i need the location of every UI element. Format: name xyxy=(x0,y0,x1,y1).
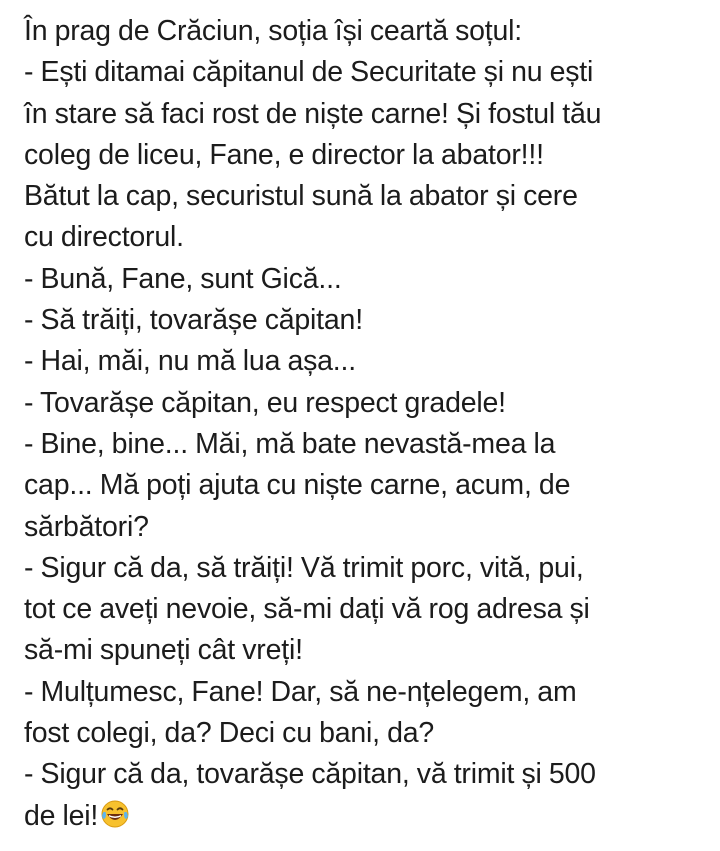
text-line: tot ce aveți nevoie, să-mi dați vă rog adresa și xyxy=(24,593,590,626)
text-line: de lei! xyxy=(24,799,99,832)
text-line: - Sigur că da, să trăiți! Vă trimit porc, vită, pui, xyxy=(24,551,584,584)
text-line: sărbători? xyxy=(24,510,149,543)
text-line: - Sigur că da, tovarășe căpitan, vă trimit și 500 xyxy=(24,758,596,791)
text-line: Bătut la cap, securistul sună la abator și cere xyxy=(24,180,578,213)
last-line xyxy=(24,796,710,841)
text-line: coleg de liceu, Fane, e director la abator!!! xyxy=(24,138,544,171)
text-line: - Să trăiți, tovarășe căpitan! xyxy=(24,304,363,337)
text-line: cu directorul. xyxy=(24,221,184,254)
text-line: cap... Mă poți ajuta cu niște carne, acum, de xyxy=(24,469,571,502)
text-line: în stare să faci rost de niște carne! Și fostul tău xyxy=(24,97,602,130)
joke-text xyxy=(24,11,710,841)
text-line: - Bine, bine... Măi, mă bate nevastă-mea la xyxy=(24,427,556,460)
face-with-tears-of-joy-icon xyxy=(100,799,130,841)
text-line: să-mi spuneți cât vreți! xyxy=(24,634,303,667)
text-line: fost colegi, da? Deci cu bani, da? xyxy=(24,717,435,750)
text-line: - Mulțumesc, Fane! Dar, să ne-nțelegem, am xyxy=(24,675,577,708)
text-line: - Hai, măi, nu mă lua așa... xyxy=(24,345,356,378)
text-line: - Ești ditamai căpitanul de Securitate și nu ești xyxy=(24,56,594,89)
text-line: În prag de Crăciun, soția își ceartă soțul: xyxy=(24,15,522,47)
text-line: - Tovarășe căpitan, eu respect gradele! xyxy=(24,386,506,419)
text-line: - Bună, Fane, sunt Gică... xyxy=(24,262,342,295)
